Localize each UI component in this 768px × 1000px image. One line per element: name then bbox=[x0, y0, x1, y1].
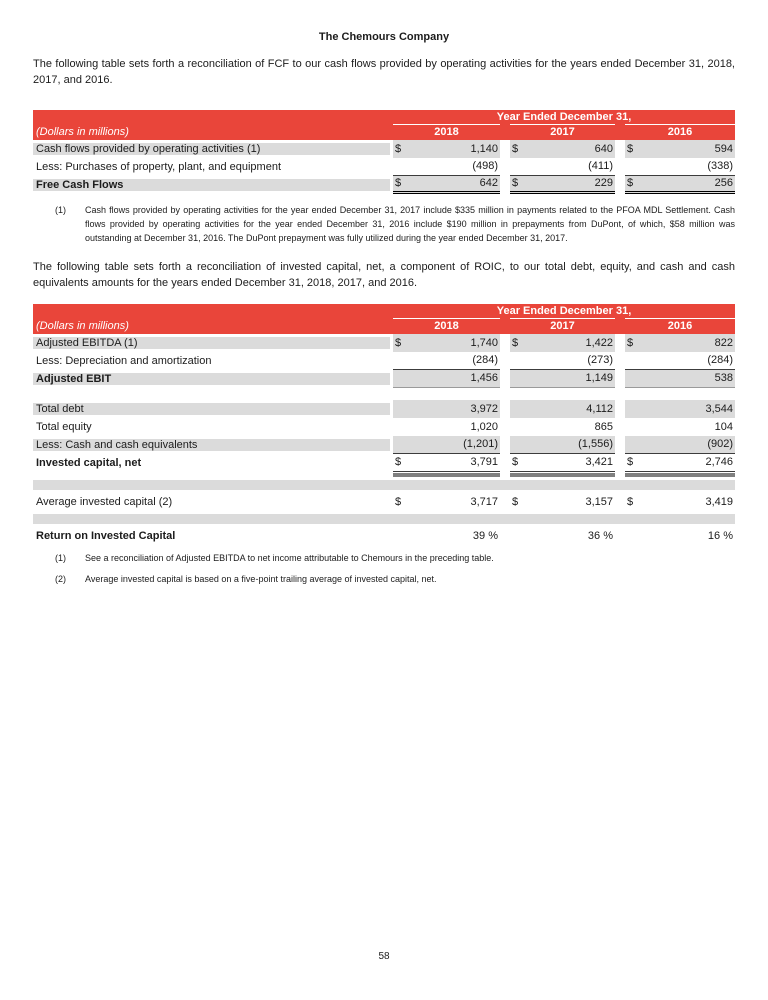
row-label: Adjusted EBIT bbox=[33, 373, 390, 385]
footnote-marker: (2) bbox=[55, 573, 66, 584]
year-header-2017: 2017 bbox=[550, 126, 575, 139]
value-cell bbox=[393, 140, 500, 158]
value-cell bbox=[510, 418, 615, 436]
cell-value: 2,746 bbox=[705, 456, 733, 469]
value-cell bbox=[510, 140, 615, 158]
cell-value: (902) bbox=[707, 438, 733, 451]
cell-value: 104 bbox=[714, 420, 733, 433]
value-cell bbox=[625, 140, 735, 158]
value-cell bbox=[393, 527, 500, 545]
dollar-sign: $ bbox=[627, 456, 634, 469]
cell-value: 594 bbox=[714, 142, 733, 155]
cell-value: 1,149 bbox=[585, 372, 613, 385]
cell-value: 640 bbox=[594, 142, 613, 155]
spacer-row bbox=[33, 480, 735, 490]
footnote bbox=[33, 552, 735, 566]
value-cell bbox=[625, 370, 735, 388]
fcf-table bbox=[33, 110, 735, 194]
footnote-marker: (1) bbox=[55, 552, 66, 563]
table-row bbox=[33, 418, 735, 436]
spacer-row bbox=[33, 514, 735, 524]
thick-rule-row bbox=[33, 473, 735, 477]
value-cell bbox=[510, 527, 615, 545]
value-cell bbox=[625, 436, 735, 454]
row-label: Average invested capital (2) bbox=[36, 495, 173, 508]
value-cell bbox=[625, 158, 735, 176]
cell-value: 16 % bbox=[707, 529, 733, 542]
page-number: 58 bbox=[378, 951, 390, 962]
cell-value: 3,791 bbox=[470, 456, 498, 469]
cell-value: 1,456 bbox=[470, 372, 498, 385]
cell-value: 4,112 bbox=[586, 402, 613, 415]
row-label: Free Cash Flows bbox=[33, 179, 390, 191]
dollar-sign: $ bbox=[627, 177, 634, 190]
row-label: Total equity bbox=[36, 420, 92, 433]
footnote-text: Average invested capital is based on a five-point trailing average of invested capital, net. bbox=[85, 573, 437, 584]
cell-value: (273) bbox=[587, 354, 613, 367]
dollar-sign: $ bbox=[512, 336, 519, 349]
cell-value: 256 bbox=[714, 177, 733, 190]
cell-value: (284) bbox=[472, 354, 498, 367]
value-cell bbox=[393, 436, 500, 454]
cell-value: 3,972 bbox=[470, 402, 498, 415]
cell-value: 865 bbox=[594, 420, 613, 433]
roic-table-header bbox=[33, 304, 735, 334]
span-header-area bbox=[393, 110, 735, 125]
value-cell bbox=[625, 454, 735, 472]
cell-value: 1,020 bbox=[470, 420, 498, 433]
page-content bbox=[33, 0, 735, 586]
dollar-sign: $ bbox=[512, 495, 519, 508]
footnote bbox=[33, 204, 735, 246]
value-cell bbox=[510, 176, 615, 194]
cell-value: 3,544 bbox=[705, 402, 733, 415]
table-row bbox=[33, 436, 735, 454]
year-header-2016: 2016 bbox=[667, 126, 693, 139]
year-header-row bbox=[33, 319, 735, 334]
span-header-label: Year Ended December 31, bbox=[496, 304, 632, 317]
row-label: Cash flows provided by operating activities (1) bbox=[33, 143, 390, 155]
year-header-row bbox=[33, 125, 735, 140]
cell-value: (1,556) bbox=[578, 438, 613, 451]
value-cell bbox=[510, 493, 615, 511]
cell-value: (284) bbox=[707, 354, 733, 367]
table-row-subtotal bbox=[33, 370, 735, 388]
cell-value: (1,201) bbox=[463, 438, 498, 451]
year-header-2016: 2016 bbox=[667, 320, 693, 333]
dollar-sign: $ bbox=[395, 456, 402, 469]
dollar-sign: $ bbox=[512, 142, 519, 155]
value-cell bbox=[393, 158, 500, 176]
table-row-total bbox=[33, 176, 735, 194]
unit-label: (Dollars in millions) bbox=[36, 320, 129, 333]
intro-paragraph-fcf: The following table sets forth a reconciliation of FCF to our cash flows provided by operating activities for the years ended December 31, 2018, 2017, and 2016. bbox=[33, 58, 735, 86]
value-cell bbox=[510, 400, 615, 418]
value-cell bbox=[625, 352, 735, 370]
table-row bbox=[33, 493, 735, 511]
dollar-sign: $ bbox=[395, 177, 402, 190]
table-row-total bbox=[33, 454, 735, 472]
dollar-sign: $ bbox=[395, 142, 402, 155]
thick-rule bbox=[625, 473, 735, 477]
cell-value: 1,422 bbox=[585, 336, 613, 349]
spacer-cell bbox=[33, 473, 390, 477]
dollar-sign: $ bbox=[627, 495, 634, 508]
row-label: Less: Depreciation and amortization bbox=[36, 354, 212, 367]
value-cell bbox=[393, 418, 500, 436]
table-row bbox=[33, 140, 735, 158]
value-cell bbox=[625, 176, 735, 194]
value-cell bbox=[393, 400, 500, 418]
cell-value: 229 bbox=[594, 177, 613, 190]
cell-value: 538 bbox=[714, 372, 733, 385]
cell-value: 36 % bbox=[587, 529, 613, 542]
table-row-roic bbox=[33, 527, 735, 545]
value-cell bbox=[393, 352, 500, 370]
dollar-sign: $ bbox=[627, 336, 634, 349]
value-cell bbox=[625, 334, 735, 352]
year-header-2017: 2017 bbox=[550, 320, 575, 333]
table-row bbox=[33, 400, 735, 418]
cell-value: (498) bbox=[472, 160, 498, 173]
spacer-row bbox=[33, 388, 735, 400]
value-cell bbox=[393, 370, 500, 388]
unit-label: (Dollars in millions) bbox=[36, 126, 129, 139]
cell-value: 1,140 bbox=[470, 142, 498, 155]
row-label: Less: Purchases of property, plant, and equipment bbox=[36, 160, 281, 173]
span-header-row bbox=[33, 110, 735, 125]
value-cell bbox=[510, 454, 615, 472]
value-cell bbox=[510, 334, 615, 352]
fcf-table-header bbox=[33, 110, 735, 140]
cell-value: 822 bbox=[714, 336, 733, 349]
footnote bbox=[33, 573, 735, 587]
cell-value: (411) bbox=[588, 160, 613, 173]
row-label: Return on Invested Capital bbox=[36, 529, 176, 542]
dollar-sign: $ bbox=[512, 177, 519, 190]
value-cell bbox=[625, 400, 735, 418]
value-cell bbox=[625, 527, 735, 545]
roic-table bbox=[33, 304, 735, 545]
cell-value: 39 % bbox=[472, 529, 498, 542]
span-header-area bbox=[393, 304, 735, 319]
roic-footnotes bbox=[33, 552, 735, 587]
span-header-row bbox=[33, 304, 735, 319]
dollar-sign: $ bbox=[395, 336, 402, 349]
footnote-text: See a reconciliation of Adjusted EBITDA to net income attributable to Chemours in the preceding table. bbox=[85, 552, 494, 563]
value-cell bbox=[510, 436, 615, 454]
dollar-sign: $ bbox=[395, 495, 402, 508]
footnote-marker: (1) bbox=[55, 204, 66, 215]
cell-value: 642 bbox=[479, 177, 498, 190]
intro-paragraph-roic: The following table sets forth a reconciliation of invested capital, net, a component of ROIC, to our total debt, equity, and cash and cash equivalents amounts for the years ended December 31, 2018, 2017, and 2016. bbox=[33, 260, 735, 289]
value-cell bbox=[393, 454, 500, 472]
table-row bbox=[33, 334, 735, 352]
cell-value: 3,421 bbox=[585, 456, 613, 469]
row-label: Total debt bbox=[33, 403, 390, 415]
row-label: Less: Cash and cash equivalents bbox=[33, 439, 390, 451]
value-cell bbox=[393, 176, 500, 194]
value-cell bbox=[625, 418, 735, 436]
cell-value: 3,419 bbox=[705, 495, 733, 508]
value-cell bbox=[510, 370, 615, 388]
thick-rule bbox=[510, 473, 615, 477]
cell-value: 3,157 bbox=[585, 495, 613, 508]
year-header-2018: 2018 bbox=[434, 320, 459, 333]
value-cell bbox=[393, 334, 500, 352]
cell-value: (338) bbox=[707, 160, 733, 173]
value-cell bbox=[510, 158, 615, 176]
footnote-text: Cash flows provided by operating activities for the year ended December 31, 2017 include $335 million in payments related to the PFOA MDL Settlement. Cash flows provided by operating activities for the year ended December 31, 2016 include $190 million in prepayments from DuPont, of which, $58 million was outstanding at December 31, 2016. The DuPont prepayment was fully utilized during the year ended December 31, 2017. bbox=[85, 204, 735, 243]
row-label: Adjusted EBITDA (1) bbox=[33, 337, 390, 349]
cell-value: 3,717 bbox=[470, 495, 498, 508]
row-label: Invested capital, net bbox=[36, 456, 142, 469]
span-header-label: Year Ended December 31, bbox=[496, 110, 632, 123]
cell-value: 1,740 bbox=[470, 336, 498, 349]
thick-rule bbox=[393, 473, 500, 477]
value-cell bbox=[510, 352, 615, 370]
dollar-sign: $ bbox=[627, 142, 634, 155]
dollar-sign: $ bbox=[512, 456, 519, 469]
company-title: The Chemours Company bbox=[318, 31, 450, 43]
year-header-2018: 2018 bbox=[434, 126, 459, 139]
table-row bbox=[33, 158, 735, 176]
value-cell bbox=[625, 493, 735, 511]
value-cell bbox=[393, 493, 500, 511]
table-row bbox=[33, 352, 735, 370]
